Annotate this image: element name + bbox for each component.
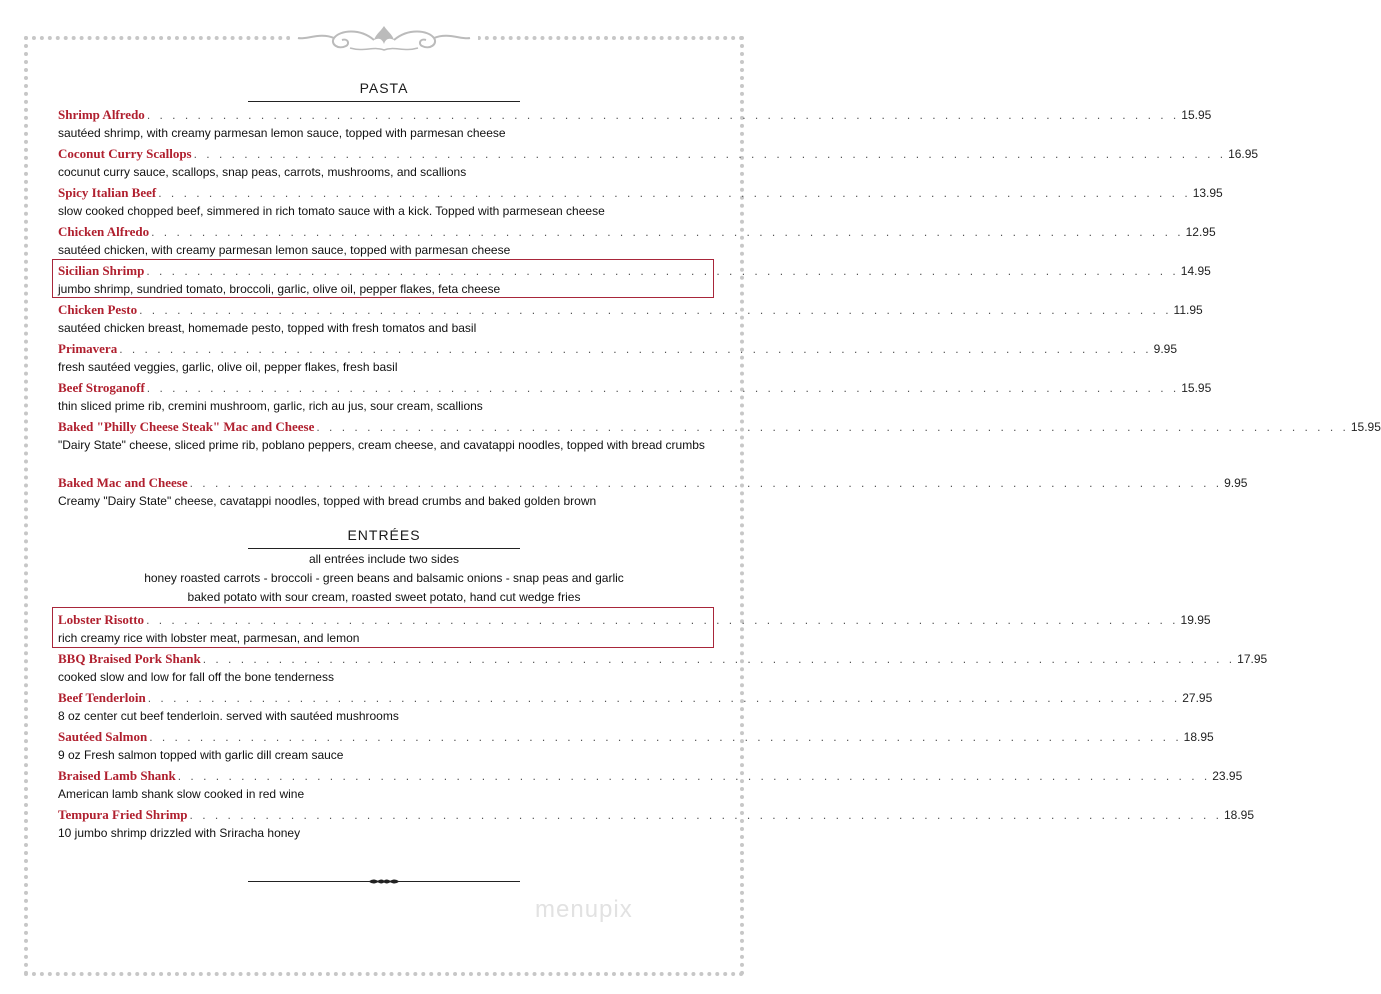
item-price: 9.95 — [1224, 476, 1248, 490]
item-description: cooked slow and low for fall off the bone tenderness — [58, 670, 334, 684]
entrees-section-title: ENTRÉES — [347, 527, 421, 543]
item-description: "Dairy State" cheese, sliced prime rib, poblano peppers, cream cheese, and cavatappi noodles, topped with bread crumbs — [58, 438, 705, 452]
item-price: 11.95 — [1173, 303, 1203, 317]
item-description: cocunut curry sauce, scallops, snap peas, carrots, mushrooms, and scallions — [58, 165, 467, 179]
divider-knot-icon — [368, 877, 400, 886]
watermark-logo: menupix — [535, 896, 633, 923]
pasta-section-title: PASTA — [359, 80, 409, 96]
bottom-divider — [248, 881, 520, 882]
menu-item — [58, 651, 1268, 686]
item-price: 15.95 — [1181, 108, 1212, 122]
menu-item — [58, 380, 1212, 415]
item-price: 15.95 — [1181, 381, 1212, 395]
leader-dots: . . . . . . . . . . . . . . . . . . . . . . . . . . . . . . . . . . . . . . . . . . . . . . . . . . . . . . . . . . . . . . . . . . . . . . . . . . . . . . . . . . — [189, 476, 1223, 490]
item-price: 18.95 — [1183, 730, 1214, 744]
sides-list-2: baked potato with sour cream, roasted sweet potato, hand cut wedge fries — [187, 590, 581, 604]
item-price: 19.95 — [1180, 613, 1211, 627]
item-description: 10 jumbo shrimp drizzled with Sriracha honey — [58, 826, 301, 840]
entrees-note: all entrées include two sides — [308, 552, 460, 566]
leader-dots: . . . . . . . . . . . . . . . . . . . . . . . . . . . . . . . . . . . . . . . . . . . . . . . . . . . . . . . . . . . . . . . . . . . . . . . . . . . . . . . . . . — [189, 808, 1222, 822]
menu-item-highlighted — [58, 263, 1211, 298]
item-description: slow cooked chopped beef, simmered in rich tomato sauce with a kick. Topped with parmesean cheese — [58, 204, 605, 218]
item-description: American lamb shank slow cooked in red wine — [58, 787, 305, 801]
item-name: Beef Stroganoff — [58, 380, 145, 395]
item-price: 9.95 — [1153, 342, 1178, 356]
item-description: rich creamy rice with lobster meat, parmesan, and lemon — [58, 631, 360, 645]
item-name: Lobster Risotto — [58, 612, 145, 627]
item-name: Spicy Italian Beef — [58, 185, 157, 200]
menu-item — [58, 690, 1213, 725]
item-name: Baked Mac and Cheese — [58, 475, 188, 490]
menu-item — [58, 146, 1259, 181]
leader-dots: . . . . . . . . . . . . . . . . . . . . . . . . . . . . . . . . . . . . . . . . . . . . . . . . . . . . . . . . . . . . . . . . . . . . . . . . . . . . . . . . . . — [146, 108, 1180, 122]
leader-dots: . . . . . . . . . . . . . . . . . . . . . . . . . . . . . . . . . . . . . . . . . . . . . . . . . . . . . . . . . . . . . . . . . . . . . . . . . . . . . . . . . . — [193, 147, 1227, 161]
menu-item — [58, 185, 1223, 220]
menu-item — [58, 419, 1381, 454]
item-description: Creamy "Dairy State" cheese, cavatappi noodles, topped with bread crumbs and baked golden brown — [58, 494, 597, 508]
leader-dots: . . . . . . . . . . . . . . . . . . . . . . . . . . . . . . . . . . . . . . . . . . . . . . . . . . . . . . . . . . . . . . . . . . . . . . . . . . . . . . . . . . — [146, 381, 1180, 395]
section-divider — [248, 101, 520, 102]
leader-dots: . . . . . . . . . . . . . . . . . . . . . . . . . . . . . . . . . . . . . . . . . . . . . . . . . . . . . . . . . . . . . . . . . . . . . . . . . . . . . . . . . . — [202, 652, 1236, 666]
leader-dots: . . . . . . . . . . . . . . . . . . . . . . . . . . . . . . . . . . . . . . . . . . . . . . . . . . . . . . . . . . . . . . . . . . . . . . . . . . . . . . . . . . — [139, 303, 1172, 317]
item-name: Sicilian Shrimp — [58, 263, 145, 278]
item-description: sautéed shrimp, with creamy parmesan lemon sauce, topped with parmesan cheese — [58, 126, 506, 140]
item-name: Sautéed Salmon — [58, 729, 148, 744]
item-description: jumbo shrimp, sundried tomato, broccoli, garlic, olive oil, pepper flakes, feta cheese — [58, 282, 501, 296]
leader-dots: . . . . . . . . . . . . . . . . . . . . . . . . . . . . . . . . . . . . . . . . . . . . . . . . . . . . . . . . . . . . . . . . . . . . . . . . . . . . . . . . . . — [147, 691, 1181, 705]
item-price: 18.95 — [1223, 808, 1255, 822]
leader-dots: . . . . . . . . . . . . . . . . . . . . . . . . . . . . . . . . . . . . . . . . . . . . . . . . . . . . . . . . . . . . . . . . . . . . . . . . . . . . . . . . . . — [158, 186, 1191, 200]
item-name: Braised Lamb Shank — [58, 768, 176, 783]
item-name: BBQ Braised Pork Shank — [58, 651, 201, 666]
item-description: fresh sautéed veggies, garlic, olive oil, pepper flakes, fresh basil — [58, 360, 398, 374]
leader-dots: . . . . . . . . . . . . . . . . . . . . . . . . . . . . . . . . . . . . . . . . . . . . . . . . . . . . . . . . . . . . . . . . . . . . . . . . . . . . . . . . . . — [177, 769, 1211, 783]
leader-dots: . . . . . . . . . . . . . . . . . . . . . . . . . . . . . . . . . . . . . . . . . . . . . . . . . . . . . . . . . . . . . . . . . . . . . . . . . . . . . . . . . . — [149, 730, 1182, 744]
item-name: Tempura Fried Shrimp — [58, 807, 188, 822]
menu-item — [58, 768, 1243, 803]
section-divider — [248, 548, 520, 549]
item-name: Shrimp Alfredo — [58, 107, 145, 122]
leader-dots: . . . . . . . . . . . . . . . . . . . . . . . . . . . . . . . . . . . . . . . . . . . . . . . . . . . . . . . . . . . . . . . . . . . . . . . . . . . . . . . . . . — [119, 342, 1152, 356]
item-price: 14.95 — [1180, 264, 1211, 278]
menu-item-highlighted — [58, 612, 1211, 647]
menu-item — [58, 807, 1255, 842]
item-price: 12.95 — [1185, 225, 1216, 239]
item-description: sautéed chicken, with creamy parmesan lemon sauce, topped with parmesan cheese — [58, 243, 511, 257]
item-price: 13.95 — [1192, 186, 1223, 200]
item-name: Chicken Pesto — [58, 302, 138, 317]
item-name: Baked "Philly Cheese Steak" Mac and Cheese — [58, 419, 315, 434]
menu-item — [58, 107, 1212, 142]
item-name: Primavera — [58, 341, 118, 356]
item-name: Beef Tenderloin — [58, 690, 146, 705]
leader-dots: . . . . . . . . . . . . . . . . . . . . . . . . . . . . . . . . . . . . . . . . . . . . . . . . . . . . . . . . . . . . . . . . . . . . . . . . . . . . . . . . . . — [316, 420, 1349, 434]
item-description: sautéed chicken breast, homemade pesto, topped with fresh tomatos and basil — [58, 321, 477, 335]
item-description: thin sliced prime rib, cremini mushroom, garlic, rich au jus, sour cream, scallions — [58, 399, 483, 413]
item-name: Coconut Curry Scallops — [58, 146, 192, 161]
item-description: 9 oz Fresh salmon topped with garlic dill cream sauce — [58, 748, 344, 762]
item-description: 8 oz center cut beef tenderloin. served with sautéed mushrooms — [58, 709, 399, 723]
item-price: 16.95 — [1228, 147, 1259, 161]
menu-item — [58, 475, 1248, 510]
item-price: 27.95 — [1182, 691, 1213, 705]
item-price: 17.95 — [1237, 652, 1268, 666]
leader-dots: . . . . . . . . . . . . . . . . . . . . . . . . . . . . . . . . . . . . . . . . . . . . . . . . . . . . . . . . . . . . . . . . . . . . . . . . . . . . . . . . . . — [146, 264, 1179, 278]
item-name: Chicken Alfredo — [58, 224, 150, 239]
menu-item — [58, 729, 1214, 764]
sides-list-1: honey roasted carrots - broccoli - green beans and balsamic onions - snap peas and garlic — [144, 571, 624, 585]
menu-item — [58, 341, 1178, 376]
item-price: 23.95 — [1212, 769, 1243, 783]
menu-item — [58, 302, 1203, 337]
leader-dots: . . . . . . . . . . . . . . . . . . . . . . . . . . . . . . . . . . . . . . . . . . . . . . . . . . . . . . . . . . . . . . . . . . . . . . . . . . . . . . . . . . — [151, 225, 1184, 239]
leader-dots: . . . . . . . . . . . . . . . . . . . . . . . . . . . . . . . . . . . . . . . . . . . . . . . . . . . . . . . . . . . . . . . . . . . . . . . . . . . . . . . . . . — [146, 613, 1179, 627]
item-price: 15.95 — [1350, 420, 1381, 434]
menu-item — [58, 224, 1216, 259]
ornament-flourish-icon — [290, 22, 478, 56]
